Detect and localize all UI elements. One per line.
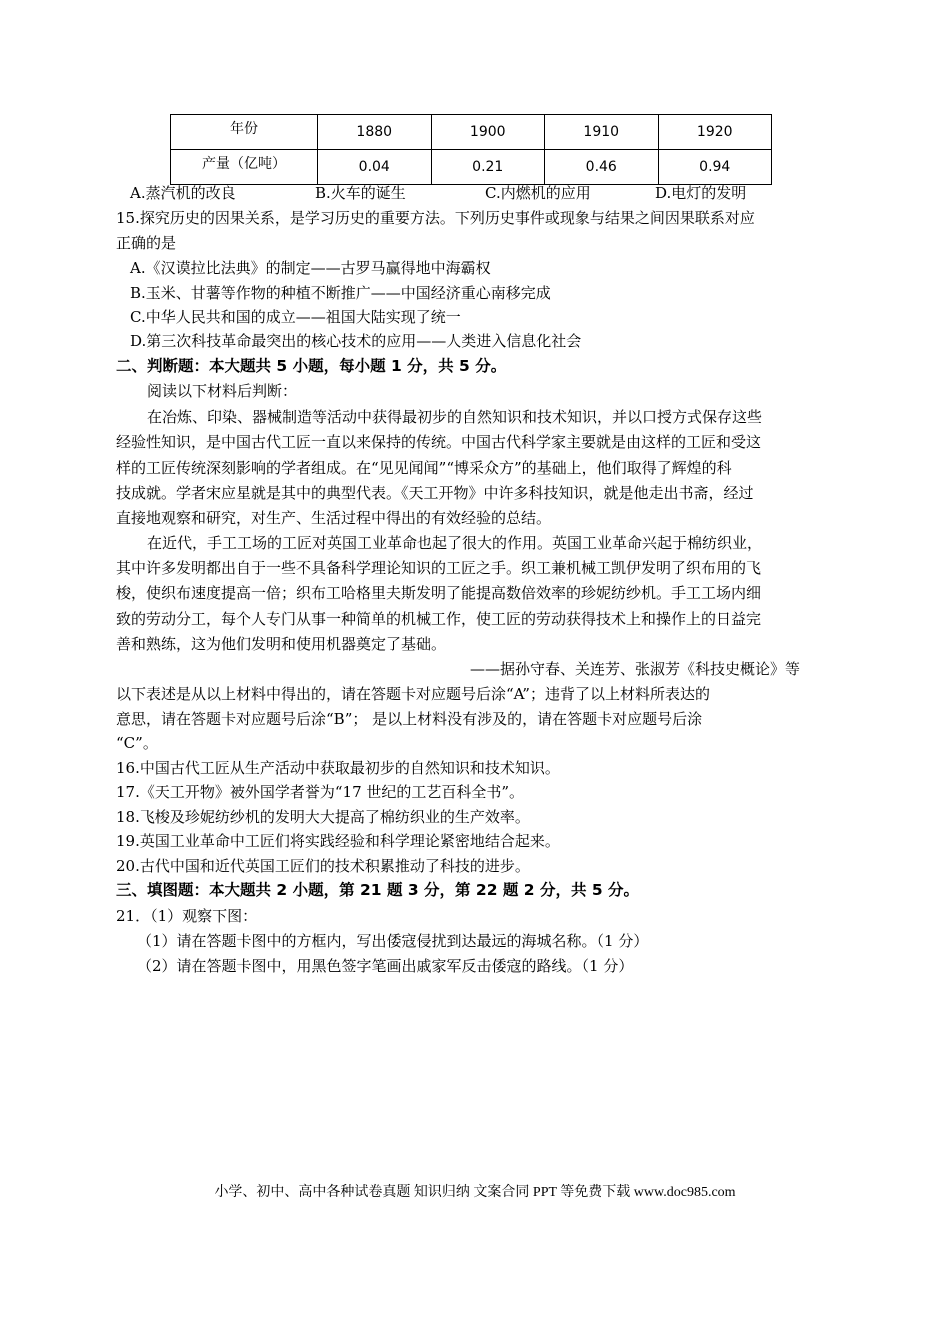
year-cell: 1910	[545, 115, 659, 150]
instruction-line: “C”。	[116, 734, 158, 752]
option-d: D.电灯的发明	[655, 184, 747, 202]
material-line: 其中许多发明都出自于一些不具备科学理论知识的工匠之手。织工兼机械工凯伊发明了织布用的飞	[116, 559, 762, 577]
year-header-cell: 年份	[171, 115, 318, 150]
value-cell: 0.21	[431, 150, 545, 185]
value-cell: 0.94	[658, 150, 772, 185]
section2-intro: 阅读以下材料后判断：	[147, 382, 298, 400]
q15-option-c: C.中华人民共和国的成立——祖国大陆实现了统一	[130, 308, 461, 326]
table-row	[171, 115, 772, 150]
question-21-part1: （1）请在答题卡图中的方框内，写出倭寇侵扰到达最远的海城名称。（1 分）	[137, 932, 649, 950]
production-table	[170, 114, 772, 185]
section3-title: 三、填图题：本大题共 2 小题，第 21 题 3 分，第 22 题 2 分，共 5 分。	[116, 881, 640, 899]
material-line: 直接地观察和研究，对生产、生活过程中得出的有效经验的总结。	[116, 509, 552, 527]
year-cell: 1900	[431, 115, 545, 150]
material-line: 技成就。学者宋应星就是其中的典型代表。《天工开物》中许多科技知识，就是他走出书斋，经过	[116, 484, 754, 502]
option-a: A.蒸汽机的改良	[130, 184, 236, 202]
material-source: ——据孙守春、关连芳、张淑芳《科技史概论》等	[470, 660, 801, 678]
material-line: 梭，使织布速度提高一倍；织布工哈格里夫斯发明了能提高数倍效率的珍妮纺纱机。手工工场内细	[116, 584, 762, 602]
q15-option-b: B.玉米、甘薯等作物的种植不断推广——中国经济重心南移完成	[130, 284, 551, 302]
material-line: 致的劳动分工，每个人专门从事一种简单的机械工作，使工匠的劳动获得技术上和操作上的日益完	[116, 610, 762, 628]
value-cell: 0.46	[545, 150, 659, 185]
section2-title: 二、判断题：本大题共 5 小题，每小题 1 分，共 5 分。	[116, 357, 507, 375]
q15-option-a: A.《汉谟拉比法典》的制定——古罗马赢得地中海霸权	[130, 259, 491, 277]
material-line: 善和熟练，这为他们发明和使用机器奠定了基础。	[116, 635, 447, 653]
instruction-line: 以下表述是从以上材料中得出的，请在答题卡对应题号后涂“A”；违背了以上材料所表达的	[116, 685, 710, 703]
option-b: B.火车的诞生	[315, 184, 406, 202]
table-row	[171, 150, 772, 185]
q15-stem-cont: 正确的是	[116, 234, 177, 252]
question-18: 18.飞梭及珍妮纺纱机的发明大大提高了棉纺织业的生产效率。	[116, 808, 530, 826]
instruction-line: 意思，请在答题卡对应题号后涂“B”； 是以上材料没有涉及的，请在答题卡对应题号后涂	[116, 710, 703, 728]
year-cell: 1920	[658, 115, 772, 150]
question-17: 17.《天工开物》被外国学者誉为“17 世纪的工艺百科全书”。	[116, 783, 525, 801]
option-c: C.内燃机的应用	[485, 184, 591, 202]
q15-option-d: D.第三次科技革命最突出的核心技术的应用——人类进入信息化社会	[130, 332, 582, 350]
output-header-cell: 产量（亿吨）	[171, 150, 318, 185]
question-19: 19.英国工业革命中工匠们将实践经验和科学理论紧密地结合起来。	[116, 832, 560, 850]
question-21: 21．（1）观察下图：	[116, 907, 258, 925]
q15-stem: 15.探究历史的因果关系，是学习历史的重要方法。下列历史事件或现象与结果之间因果联系对应	[116, 209, 755, 227]
question-16: 16.中国古代工匠从生产活动中获取最初步的自然知识和技术知识。	[116, 759, 560, 777]
material-line: 样的工匠传统深刻影响的学者组成。在“见见闻闻”“博采众方”的基础上，他们取得了辉煌的科	[116, 459, 732, 477]
question-21-part2: （2）请在答题卡图中，用黑色签字笔画出戚家军反击倭寇的路线。（1 分）	[137, 957, 634, 975]
material-line: 在冶炼、印染、器械制造等活动中获得最初步的自然知识和技术知识，并以口授方式保存这些	[147, 408, 763, 426]
year-cell: 1880	[318, 115, 432, 150]
value-cell: 0.04	[318, 150, 432, 185]
page-footer: 小学、初中、高中各种试卷真题 知识归纳 文案合同 PPT 等免费下载 www.doc985.com	[214, 1185, 736, 1200]
question-20: 20.古代中国和近代英国工匠们的技术积累推动了科技的进步。	[116, 857, 530, 875]
material-line: 经验性知识，是中国古代工匠一直以来保持的传统。中国古代科学家主要就是由这样的工匠和受这	[116, 433, 762, 451]
material-line: 在近代，手工工场的工匠对英国工业革命也起了很大的作用。英国工业革命兴起于棉纺织业，	[147, 534, 763, 552]
